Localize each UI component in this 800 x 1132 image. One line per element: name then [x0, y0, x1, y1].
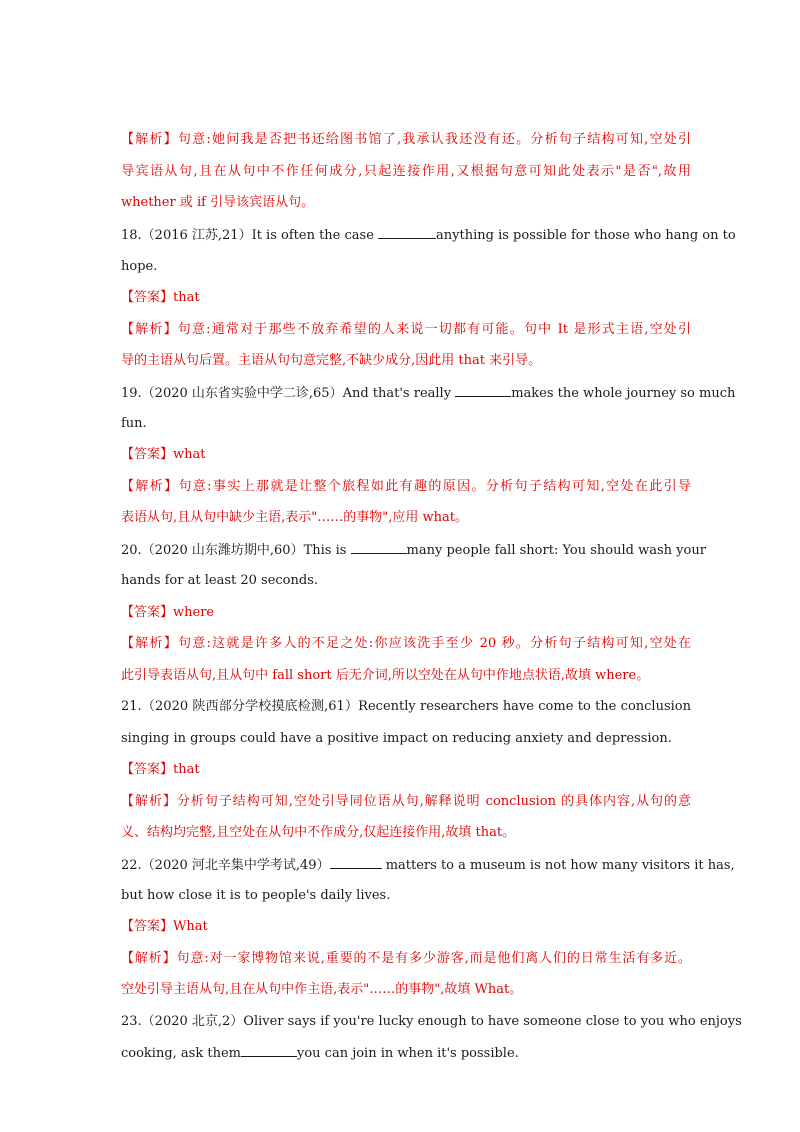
question-line: 21.（2020 陕西部分学校摸底检测,61）Recently researchers have come to the conclusion	[121, 699, 691, 714]
question-line: singing in groups could have a positive impact on reducing anxiety and depression.	[121, 731, 672, 746]
explanation-line: 【解析】句意:她问我是否把书还给图书馆了,我承认我还没有还。分析句子结构可知,空处引	[121, 132, 691, 147]
question-line: fun.	[121, 416, 147, 431]
answer-line: 【答案】that	[121, 762, 200, 777]
answer-blank	[351, 541, 407, 554]
question-line: 18.（2016 江苏,21）It is often the case anything is possible for those who hang on to	[121, 228, 736, 243]
question-line: 22.（2020 河北辛集中学考试,49） matters to a museum is not how many visitors it has,	[121, 858, 735, 873]
question-line: cooking, ask them you can join in when it's possible.	[121, 1046, 519, 1061]
answer-line: 【答案】What	[121, 919, 208, 934]
answer-blank	[455, 384, 511, 397]
explanation-line: 【解析】句意:通常对于那些不放弃希望的人来说一切都有可能。句中 It 是形式主语,空处引	[121, 322, 691, 337]
question-line: hope.	[121, 259, 158, 274]
explanation-line: 此引导表语从句,且从句中 fall short 后无介词,所以空处在从句中作地点状语,故填 where。	[121, 668, 650, 683]
explanation-line: 空处引导主语从句,且在从句中作主语,表示"……的事物",故填 What。	[121, 982, 523, 997]
explanation-line: 表语从句,且从句中缺少主语,表示"……的事物",应用 what。	[121, 510, 468, 525]
answer-line: 【答案】that	[121, 290, 200, 305]
answer-blank	[241, 1044, 297, 1057]
answer-blank	[330, 856, 382, 869]
explanation-line: 义、结构均完整,且空处在从句中不作成分,仅起连接作用,故填 that。	[121, 825, 516, 840]
answer-line: 【答案】where	[121, 605, 215, 620]
explanation-line: 【解析】句意:这就是许多人的不足之处:你应该洗手至少 20 秒。分析句子结构可知,空处在	[121, 636, 691, 651]
answer-line: 【答案】what	[121, 447, 206, 462]
question-line: hands for at least 20 seconds.	[121, 573, 318, 588]
explanation-line: whether 或 if 引导该宾语从句。	[121, 195, 315, 210]
question-line: but how close it is to people's daily lives.	[121, 888, 391, 903]
explanation-line: 【解析】分析句子结构可知,空处引导同位语从句,解释说明 conclusion 的具体内容,从句的意	[121, 794, 691, 809]
explanation-line: 【解析】句意:对一家博物馆来说,重要的不是有多少游客,而是他们离人们的日常生活有多近。	[121, 951, 691, 966]
answer-blank	[378, 226, 436, 239]
explanation-line: 【解析】句意:事实上那就是让整个旅程如此有趣的原因。分析句子结构可知,空处在此引导	[121, 479, 691, 494]
question-line: 19.（2020 山东省实验中学二诊,65）And that's really makes the whole journey so much	[121, 386, 736, 401]
explanation-line: 导宾语从句,且在从句中不作任何成分,只起连接作用,又根据句意可知此处表示"是否",故用	[121, 164, 691, 179]
question-line: 23.（2020 北京,2）Oliver says if you're lucky enough to have someone close to you who enjoys	[121, 1014, 742, 1029]
explanation-line: 导的主语从句后置。主语从句句意完整,不缺少成分,因此用 that 来引导。	[121, 353, 542, 368]
question-line: 20.（2020 山东潍坊期中,60）This is many people fall short: You should wash your	[121, 543, 706, 558]
